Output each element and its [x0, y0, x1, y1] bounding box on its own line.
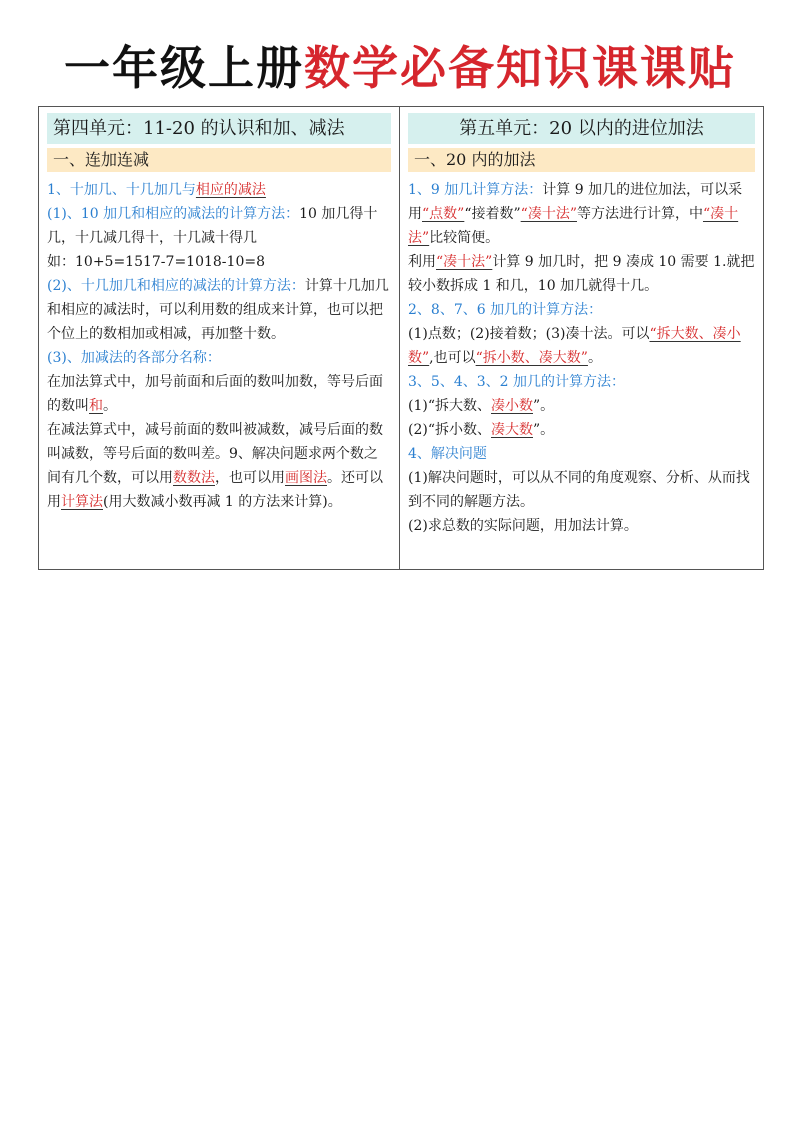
section-heading-right: 一、20 内的加法 — [408, 148, 755, 172]
r-point-4-1: (1)解决问题时，可以从不同的角度观察、分析、从而找到不同的解题方法。 — [408, 470, 750, 510]
r-point-3-1: (1)“拆大数、凑小数”。 — [408, 398, 555, 414]
unit-four-heading: 第四单元：11-20 的认识和加、减法 — [47, 113, 391, 144]
page-title — [0, 38, 800, 98]
point-1-1: (1)、10 加几和相应的减法的计算方法：10 加几得十几，十几减几得十，十几减十得几 — [47, 206, 378, 246]
unit-five-heading: 第五单元：20 以内的进位加法 — [408, 113, 755, 144]
title-black: 一年级上册 — [64, 41, 304, 95]
title-red: 数学必备知识课课贴 — [304, 41, 736, 95]
point-1-3: (3)、加减法的各部分名称： — [47, 350, 221, 366]
r-point-3-2: (2)“拆小数、凑大数”。 — [408, 422, 555, 438]
example-line: 如：10+5=1517-7=1018-10=8 — [47, 254, 265, 270]
knowledge-table — [38, 106, 764, 570]
addition-names: 在加法算式中，加号前面和后面的数叫加数，等号后面的数叫和。 — [47, 374, 383, 414]
r-point-4-2: (2)求总数的实际问题，用加法计算。 — [408, 518, 638, 534]
r-point-3: 3、5、4、3、2 加几的计算方法： — [408, 374, 625, 390]
unit-five-column — [400, 107, 763, 569]
r-point-2-detail: (1)点数；(2)接着数；(3)凑十法。可以“拆大数、凑小数”,也可以“拆小数、凑大数”。 — [408, 326, 741, 366]
section-heading-left: 一、连加连减 — [47, 148, 391, 172]
r-point-2: 2、8、7、6 加几的计算方法： — [408, 302, 603, 318]
subtraction-names: 在减法算式中，减号前面的数叫被减数，减号后面的数叫减数，等号后面的数叫差。9、解决问题求两个数之间有几个数，可以用数数法，也可以用画图法。还可以用计算法(用大数减小数再减 1 的方法来计算)。 — [47, 422, 383, 510]
r-point-1-detail: 利用“凑十法”计算 9 加几时，把 9 凑成 10 需要 1.就把较小数拆成 1 和几，10 加几就得十几。 — [408, 254, 755, 294]
unit-four-column — [39, 107, 400, 569]
r-point-1: 1、9 加几计算方法：计算 9 加几的进位加法，可以采用“点数”“接着数”“凑十法”等方法进行计算，中“凑十法”比较简便。 — [408, 182, 743, 246]
point-1: 1、十加几、十几加几与相应的减法 — [47, 182, 266, 198]
point-1-2: (2)、十几加几和相应的减法的计算方法：计算十几加几和相应的减法时，可以利用数的组成来计算，也可以把个位上的数相加或相减，再加整十数。 — [47, 278, 389, 342]
r-point-4: 4、解决问题 — [408, 446, 487, 462]
